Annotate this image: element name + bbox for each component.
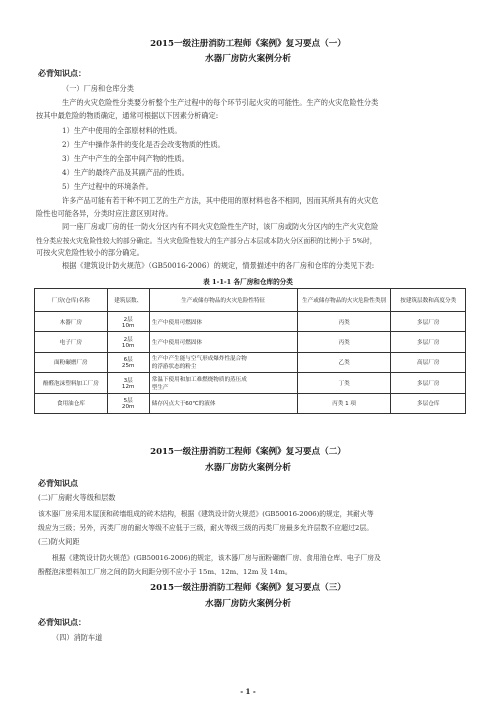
table-cell: 3层 12m (107, 373, 149, 393)
table-cell: 储存闪点大于60℃的液体 (149, 393, 297, 413)
section2-heading1: (二)厂房耐火等级和层数 (38, 493, 116, 502)
table-cell: 常温下使用和加工难燃烧物质的蒸压成 型生产 (149, 373, 297, 393)
table-cell: 5层 20m (107, 393, 149, 413)
table-cell: 2层 10m (107, 332, 149, 352)
table-cell: 多层厂房 (391, 332, 466, 352)
table-row (35, 312, 466, 332)
table-cell: 乙类 (297, 352, 391, 372)
table-row (35, 393, 466, 413)
table-cell: 多层厂房 (391, 373, 466, 393)
table-row (35, 373, 466, 393)
table-header: 按建筑层数和高度分类 (391, 289, 466, 312)
section1-heading: （一）厂房和仓库分类 (62, 84, 134, 93)
section3-subtitle: 水器厂房防火案例分析 (205, 599, 291, 609)
table-cell: 2层 10m (107, 312, 149, 332)
factor-item: 4）生产的最终产品及其副产品的性质。 (62, 168, 189, 177)
section3-must-know: 必背知识点： (38, 617, 86, 627)
section2-title: 2015一级注册消防工程师《案例》复习要点（二） (150, 447, 346, 457)
section1-title: 2015一级注册消防工程师《案例》复习要点（一） (150, 39, 346, 49)
table-cell: 电子厂房 (35, 332, 108, 352)
s2-para1-line2: 级应为三级；另外，丙类厂房的耐火等级不应低于三级，耐火等级三级的丙类厂房最多允许层数不应超过2层。 (38, 524, 374, 532)
table-cell: 木器厂房 (35, 312, 108, 332)
table-header: 建筑层数、 (107, 289, 149, 312)
table-cell: 多层仓库 (391, 393, 466, 413)
section2-heading2: (三)防火间距 (38, 537, 80, 546)
table-cell: 酚醛泡沫塑料加工厂房 (35, 373, 108, 393)
para3-line3: 可按火灾危险性较小的部分确定。 (36, 248, 144, 257)
table-cell: 丙类 (297, 312, 391, 332)
para1-line1: 生产的火灾危险性分类要分析整个生产过程中的每个环节引起火灾的可能性。生产的火灾危险性分类 (62, 98, 379, 107)
table-header: 生产或储存物品的火灾危险性特征 (149, 289, 297, 312)
table-header: 厂房(仓库)名称 (35, 289, 108, 312)
s2-para2-line2: 酚醛泡沫塑料加工厂房之间的防火间距分别不应小于 15m、12m、12m 及 14m。 (38, 568, 292, 576)
para2-line1: 许多产品可能有若干种不同工艺的生产方法，其中使用的原材料也各不相同，因而其所具有的火灾危 (62, 196, 379, 205)
section2-subtitle: 水器厂房防火案例分析 (205, 463, 291, 473)
table-cell: 食用油仓库 (35, 393, 108, 413)
table-header: 生产或储存物品的火灾危险性类别 (297, 289, 391, 312)
table-cell: 生产中使用可燃固体 (149, 332, 297, 352)
section1-subtitle: 水器厂房防火案例分析 (205, 54, 291, 64)
section1-must-know: 必背知识点： (38, 68, 86, 78)
factor-item: 5）生产过程中的环境条件。 (62, 182, 153, 191)
section3-title: 2015一级注册消防工程师《案例》复习要点（三） (150, 583, 346, 593)
s2-para2-line1: 根据《建筑设计防火规范》(GB50016-2006)的规定，该木器厂房与面粉碾磨厂房、食用油仓库、电子厂房及 (52, 554, 381, 562)
factory-classification-table (34, 288, 466, 414)
table-cell: 丁类 (297, 373, 391, 393)
factor-item: 1）生产中使用的全部原材料的性质。 (62, 126, 182, 135)
table-cell: 生产中产生能与空气形成爆炸性混合物 的浮游状态的粉尘 (149, 352, 297, 372)
table-cell: 高层厂房 (391, 352, 466, 372)
table-cell: 面粉碾磨厂房 (35, 352, 108, 372)
para1-line2: 按其中最危险的物质确定，通常可根据以下因素分析确定: (36, 111, 219, 120)
s2-para1-line1: 该木器厂房采用木屋顶和砖墙组成的砖木结构，根据《建筑设计防火规范》(GB50016-2006)的规定，其耐火等 (38, 510, 374, 518)
table-row (35, 352, 466, 372)
factor-item: 2）生产中操作条件的变化是否会改变物质的性质。 (62, 140, 225, 149)
table-cell: 生产中使用可燃固体 (149, 312, 297, 332)
section2-must-know: 必背知识点 (38, 478, 78, 488)
table-cell: 6层 25m (107, 352, 149, 372)
section3-heading: （四）消防车道 (52, 633, 103, 642)
factor-item: 3）生产中产生的全部中间产物的性质。 (62, 154, 189, 163)
page-number: - 1 - (240, 687, 256, 696)
table-caption: 表 1-1-1 各厂房和仓库的分类 (203, 278, 293, 286)
para2-line2: 险性也可能各异，分类时应注意区别对待。 (36, 209, 173, 218)
table-row (35, 332, 466, 352)
table-cell: 丙类 (297, 332, 391, 352)
table-cell: 丙类 1 项 (297, 393, 391, 413)
para3-line2: 性分类应按火灾危险性较大的部分确定。当火灾危险性较大的生产部分占本层或本防火分区面积的比例小于 5%时， (36, 237, 377, 245)
para4: 根据《建筑设计防火规范》（GB50016-2006）的规定，情景描述中的各厂房和仓库的分类见下表: (62, 261, 375, 270)
para3-line1: 同一座厂房或厂房的任一防火分区内有不同火灾危险性生产时，该厂房或防火分区内的生产火灾危险 (62, 222, 379, 231)
table-cell: 多层厂房 (391, 312, 466, 332)
